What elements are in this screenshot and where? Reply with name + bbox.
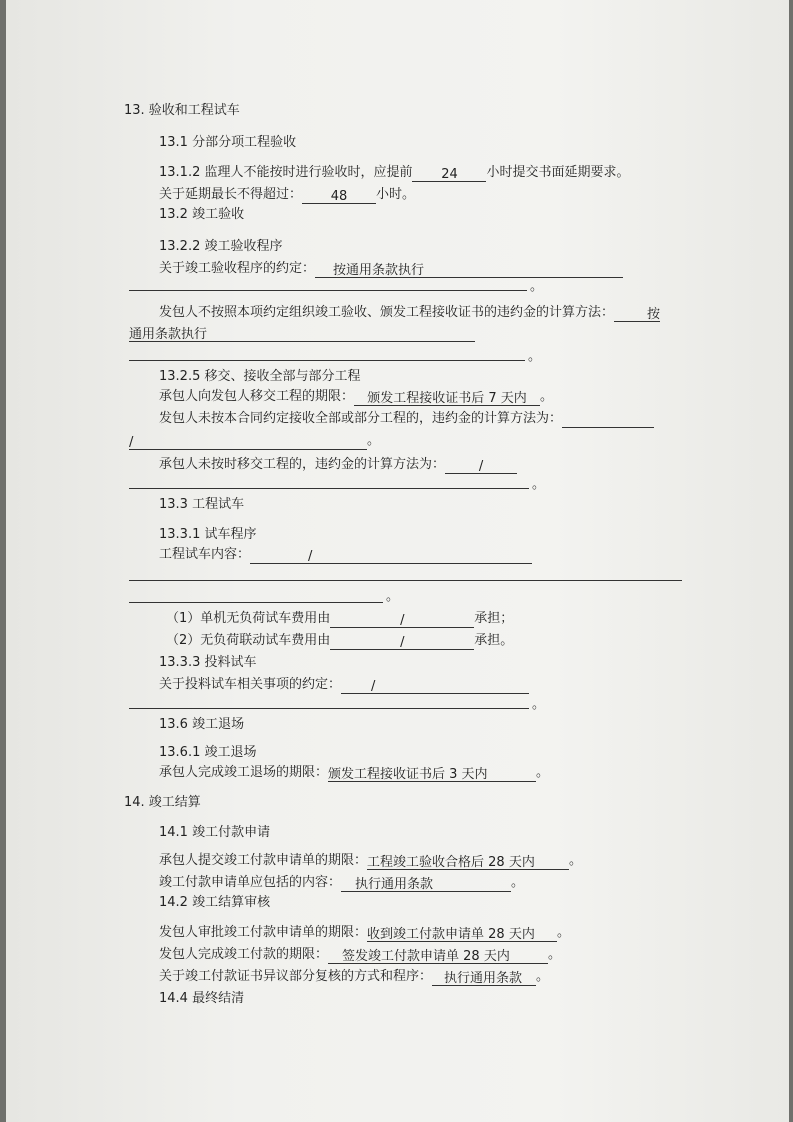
label: 承包人完成竣工退场的期限： — [159, 765, 329, 780]
fill-exit-period: 颁发工程接收证书后 3 天内 — [328, 766, 536, 782]
clause-14-1-heading: 14.1 竣工付款申请 — [159, 825, 271, 840]
label: （2）无负荷联动试车费用由 — [166, 633, 331, 648]
fill-trial-content: / — [250, 548, 532, 564]
fill-feed-trial: / — [341, 678, 529, 694]
period: 。 — [532, 477, 546, 492]
clause-13-6-heading: 13.6 竣工退场 — [159, 717, 245, 732]
section-13-heading: 13. 验收和工程试车 — [124, 103, 240, 118]
fill-application-content: 执行通用条款 — [341, 876, 511, 892]
period: 。 — [386, 589, 400, 604]
clause-13-2-5-line4 — [159, 456, 517, 474]
fill-hours-advance: 24 — [412, 166, 486, 182]
label: 承包人提交竣工付款申请单的期限： — [159, 853, 368, 868]
blank-line — [129, 580, 682, 581]
label: 竣工付款申请单应包括的内容： — [159, 875, 342, 890]
fill-handover-period: 颁发工程接收证书后 7 天内 — [354, 390, 540, 406]
clause-13-2-5-line2 — [159, 410, 654, 428]
period: 。 — [536, 969, 550, 984]
clause-14-2-heading: 14.2 竣工结算审核 — [159, 895, 271, 910]
fill-payment-period: 签发竣工付款申请单 28 天内 — [328, 948, 548, 964]
label: 关于延期最长不得超过： — [159, 187, 303, 202]
blank-line — [129, 488, 529, 489]
clause-13-2-2-heading: 13.2.2 竣工验收程序 — [159, 239, 283, 254]
fill-penalty-method-b: 通用条款执行 — [129, 326, 475, 342]
period: 。 — [528, 349, 542, 364]
period: 。 — [530, 279, 544, 294]
clause-13-6-1-heading: 13.6.1 竣工退场 — [159, 745, 257, 760]
fill-penalty-method-a: 按 — [614, 306, 660, 322]
document-page — [6, 0, 789, 1122]
label: （1）单机无负荷试车费用由 — [166, 611, 331, 626]
blank-line — [129, 708, 529, 709]
clause-13-3-1-item1 — [166, 610, 513, 628]
blank-line — [129, 602, 383, 603]
label: 发包人不按照本项约定组织竣工验收、颁发工程接收证书的违约金的计算方法： — [159, 305, 615, 320]
label: 承包人向发包人移交工程的期限： — [159, 389, 355, 404]
blank-line — [129, 360, 525, 361]
period: 。 — [557, 925, 571, 940]
fill-max-extension: 48 — [302, 188, 376, 204]
fill-receive-penalty: / — [129, 434, 367, 450]
fill-submit-period: 工程竣工验收合格后 28 天内 — [367, 854, 569, 870]
clause-13-2-2-line2 — [159, 304, 660, 322]
fill-linkage-cost: / — [330, 634, 474, 650]
period: 。 — [536, 765, 550, 780]
period: 。 — [569, 853, 583, 868]
clause-13-3-1-line1 — [159, 546, 532, 564]
clause-13-3-3-line1 — [159, 676, 529, 694]
clause-13-1-heading: 13.1 分部分项工程验收 — [159, 135, 297, 150]
clause-13-2-2-line1 — [159, 260, 623, 278]
label: 承担。 — [474, 633, 514, 648]
clause-13-2-5-line3 — [129, 432, 380, 450]
fill-handover-penalty: / — [445, 458, 517, 474]
label: 承担； — [474, 611, 514, 626]
fill-acceptance-procedure: 按通用条款执行 — [315, 262, 623, 278]
period: 。 — [532, 697, 546, 712]
label: 发包人审批竣工付款申请单的期限： — [159, 925, 368, 940]
clause-14-1-line2 — [159, 874, 524, 892]
clause-13-3-1-item2 — [166, 632, 513, 650]
label: 小时。 — [376, 187, 416, 202]
fill-approval-period: 收到竣工付款申请单 28 天内 — [367, 926, 557, 942]
clause-14-4-heading: 14.4 最终结清 — [159, 991, 245, 1006]
clause-14-2-line2 — [159, 946, 561, 964]
clause-13-2-5-heading: 13.2.5 移交、接收全部与部分工程 — [159, 369, 361, 384]
clause-13-2-heading: 13.2 竣工验收 — [159, 207, 245, 222]
period: 。 — [511, 875, 525, 890]
label: 发包人未按本合同约定接收全部或部分工程的，违约金的计算方法为： — [159, 411, 563, 426]
clause-13-1-2-line1 — [159, 164, 630, 182]
label: 13.1.2 监理人不能按时进行验收时，应提前 — [159, 165, 413, 180]
fill-single-machine-cost: / — [330, 612, 474, 628]
label: 发包人完成竣工付款的期限： — [159, 947, 329, 962]
clause-13-3-3-heading: 13.3.3 投料试车 — [159, 655, 257, 670]
clause-13-6-1-line1 — [159, 764, 549, 782]
clause-13-3-heading: 13.3 工程试车 — [159, 497, 245, 512]
clause-13-3-1-heading: 13.3.1 试车程序 — [159, 527, 257, 542]
label: 关于投料试车相关事项的约定： — [159, 677, 342, 692]
blank-fill — [562, 412, 654, 428]
clause-14-2-line1 — [159, 924, 570, 942]
period: 。 — [540, 389, 554, 404]
label: 关于竣工验收程序的约定： — [159, 261, 316, 276]
label: 承包人未按时移交工程的，违约金的计算方法为： — [159, 457, 446, 472]
label: 关于竣工付款证书异议部分复核的方式和程序： — [159, 969, 433, 984]
label: 小时提交书面延期要求。 — [486, 165, 630, 180]
blank-line — [129, 290, 527, 291]
clause-13-2-5-line1 — [159, 388, 553, 406]
clause-13-2-2-line3 — [129, 324, 475, 342]
label: 工程试车内容： — [159, 547, 251, 562]
fill-review-procedure: 执行通用条款 — [432, 970, 536, 986]
clause-14-1-line1 — [159, 852, 582, 870]
period: 。 — [367, 433, 381, 448]
clause-14-2-line3 — [159, 968, 549, 986]
section-14-heading: 14. 竣工结算 — [124, 795, 201, 810]
clause-13-1-2-line2 — [159, 186, 415, 204]
period: 。 — [548, 947, 562, 962]
